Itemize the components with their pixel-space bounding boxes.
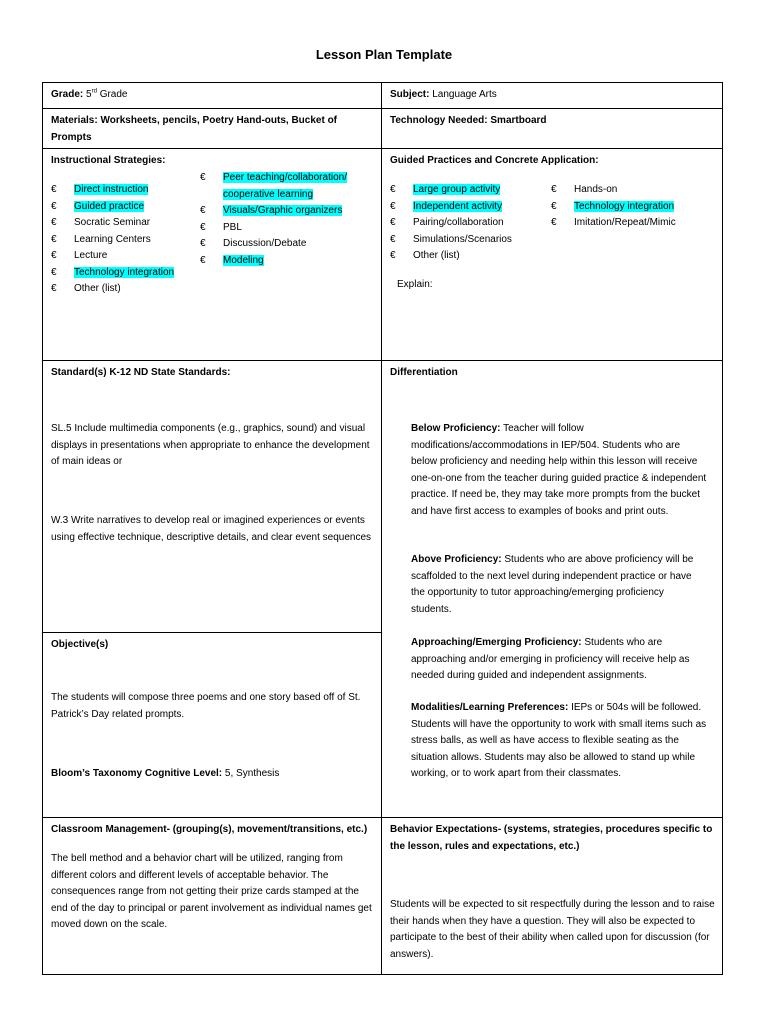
technology-cell [382, 109, 722, 134]
list-item: € Large group activity [390, 184, 501, 195]
objective-text: The students will compose three poems and one story based off of St. Patrick’s Day related prompts. [51, 692, 361, 720]
bloom-level: Bloom’s Taxonomy Cognitive Level: 5, Synthesis [51, 768, 280, 779]
classroom-management-cell [43, 818, 381, 974]
list-item: € Guided practice [51, 200, 145, 212]
grade-label: Grade: [51, 89, 84, 100]
objective-heading: Objective(s) [51, 639, 109, 650]
list-item: € Imitation/Repeat/Mimic [551, 217, 676, 228]
list-item: € Learning Centers [51, 233, 151, 245]
subject-label: Subject: [390, 89, 430, 100]
behavior-heading: Behavior Expectations- (systems, strategies, procedures specific to the lesson, rules and expectations, etc.) [390, 824, 713, 852]
list-item: € Socratic Seminar [51, 217, 151, 228]
instructional-heading: Instructional Strategies: [51, 155, 166, 166]
classroom-heading: Classroom Management- (grouping(s), movement/transitions, etc.) [51, 824, 368, 835]
table-border-bottom [42, 974, 723, 975]
behavior-text: Students will be expected to sit respectfully during the lesson and to raise their hands when they have a question. They will also be expected to participate to the best of their ability when called upon for discussion (for answers). [390, 899, 715, 960]
list-item: € PBL [200, 221, 242, 233]
list-item: € Independent activity [390, 200, 502, 212]
grade-superscript: rd [91, 88, 97, 95]
list-item: € Direct instruction [51, 184, 149, 195]
table-border-right [722, 82, 723, 975]
list-item: € Other (list) [51, 283, 121, 294]
diff-approaching-proficiency: Approaching/Emerging Proficiency: Students who are approaching and/or emerging in proficiency will receive help as needed during guided and independent assignments. [411, 637, 690, 681]
grade-value: 5 [86, 89, 92, 100]
grade-cell [43, 83, 381, 108]
materials-value: Worksheets, pencils, Poetry Hand-outs, Bucket of Prompts [51, 115, 338, 143]
guided-heading: Guided Practices and Concrete Application: [390, 155, 599, 166]
behavior-expectations-cell [382, 818, 722, 974]
classroom-text: The bell method and a behavior chart will be utilized, ranging from different colors and different levels of acceptable behavior. The consequences range from not getting their prize cards stamped at the end of the day to principal or parent involvement as individual names get moved down on the scale. [51, 853, 372, 930]
subject-value: Language Arts [432, 89, 497, 100]
standard-w3: W.3 Write narratives to develop real or imagined experiences or events using effective technique, descriptive details, and clear event sequences [51, 515, 372, 543]
instructional-col1 [51, 182, 174, 298]
differentiation-cell [382, 361, 722, 817]
technology-value: Smartboard [490, 115, 547, 126]
grade-suffix: Grade [99, 89, 128, 100]
list-item: € Technology integration [551, 200, 675, 212]
page-title: Lesson Plan Template [315, 47, 453, 62]
diff-above-proficiency: Above Proficiency: Students who are above proficiency will be scaffolded to the next level during independent practice or have the opportunity to tutor approaching/emerging proficiency students. [411, 554, 694, 615]
list-item: € Hands-on [551, 184, 618, 195]
list-item: € Simulations/Scenarios [390, 233, 512, 245]
subject-cell [382, 83, 722, 108]
diff-modalities: Modalities/Learning Preferences: IEPs or 504s will be followed. Students will have the opportunity to work with small items such as stress balls, as well as have access to flexible seating as the situation allows. Students may also be allowed to stand up while working, or to work apart from their classmates. [411, 702, 707, 779]
materials-cell [43, 109, 381, 150]
technology-label: Technology Needed: [390, 115, 488, 126]
explain-label: Explain: [397, 279, 433, 290]
objective-cell [43, 633, 381, 817]
list-item: € Peer teaching/collaboration/ cooperative learning [200, 172, 347, 200]
list-item: € Visuals/Graphic organizers [200, 205, 343, 216]
standards-cell [43, 361, 381, 632]
instructional-col2 [200, 170, 347, 269]
list-item: € Technology integration [51, 266, 175, 278]
list-item: € Discussion/Debate [200, 238, 307, 249]
standards-heading: Standard(s) K-12 ND State Standards: [51, 367, 231, 378]
guided-col1 [390, 182, 512, 265]
list-item: € Pairing/collaboration [390, 217, 504, 228]
materials-label: Materials: [51, 115, 98, 126]
diff-below-proficiency: Below Proficiency: Teacher will follow modifications/accommodations in IEP/504. Students who are below proficiency and needing help within this lesson will receive one-on-one from the teacher during guided practice & independent practice. If need be, they may take more prompts from the bucket and have first access to examples of books and print outs. [411, 423, 707, 517]
guided-col2 [551, 182, 676, 232]
guided-cell [382, 149, 722, 360]
instructional-cell [43, 149, 381, 360]
standard-sl5: SL.5 Include multimedia components (e.g., graphics, sound) and visual displays in presentations when appropriate to enhance the development of main ideas or [51, 423, 370, 467]
list-item: € Modeling [200, 254, 264, 266]
list-item: € Other (list) [390, 250, 460, 261]
differentiation-heading: Differentiation [390, 367, 458, 378]
list-item: € Lecture [51, 250, 108, 261]
